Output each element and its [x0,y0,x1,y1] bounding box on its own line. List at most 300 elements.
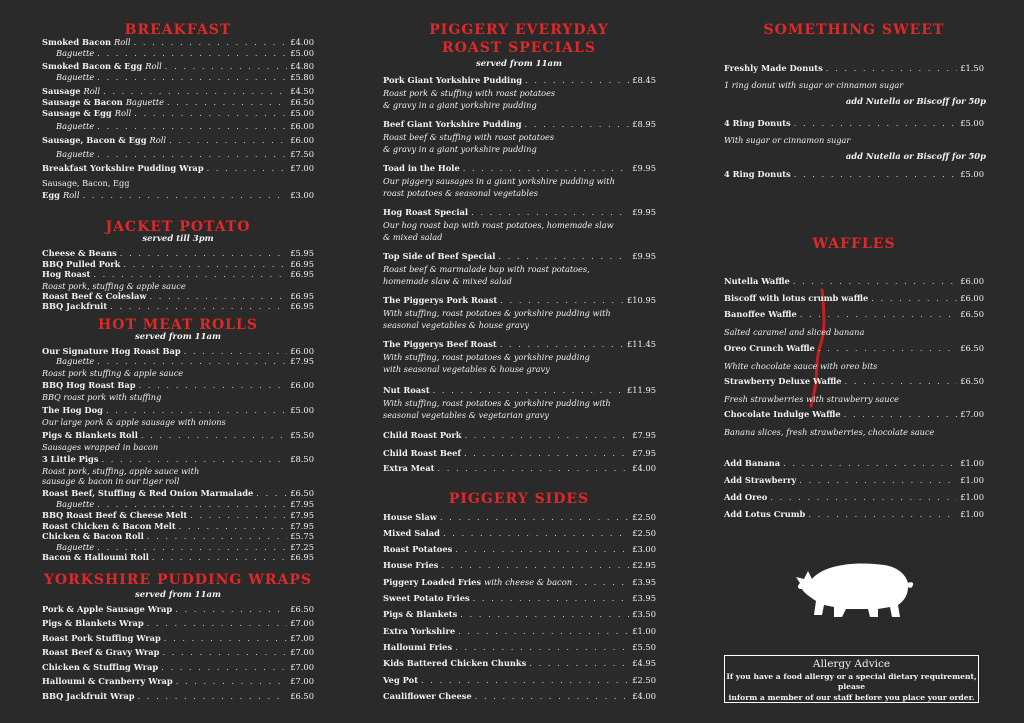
item-price: £5.95 [290,248,314,258]
item-name-text: 3 Little Pigs [42,454,99,464]
item-price: £7.95 [632,430,656,440]
item-name-text: House Fries [383,560,439,570]
item-price: £5.50 [290,430,314,440]
leader-dots [256,488,287,499]
item-name [42,301,107,312]
item-name-text: Extra Meat [383,463,435,473]
menu-item [42,647,314,658]
item-name-text: Egg [42,190,60,200]
item-name [724,63,823,74]
menu-item [42,248,314,259]
menu-item [383,642,656,653]
menu-item [383,675,656,686]
leader-dots [421,675,629,686]
item-name [383,626,455,637]
leader-dots [106,405,287,416]
item-price: £11.95 [626,385,656,395]
item-description: With stuffing, roast potatoes & yorkshire pudding with [383,398,611,408]
item-name [42,72,94,83]
item-name [42,97,164,108]
leader-dots [844,409,958,420]
menu-item [42,86,314,97]
menu-item [383,463,656,474]
item-name [42,691,135,702]
item-description: homemade slaw & mixed salad [383,276,512,286]
leader-dots [165,61,287,72]
item-price: £7.00 [290,662,314,672]
item-name-text: Roast Pork Stuffing Wrap [42,633,161,643]
item-name-text: Sweet Potato Fries [383,593,470,603]
menu-item [42,149,314,160]
item-name [42,86,100,97]
leader-dots [794,169,958,180]
item-name [724,293,868,304]
item-description: & gravy in a giant yorkshire pudding [383,144,537,154]
leader-dots [529,658,629,669]
item-name-text: Sausage [42,86,81,96]
menu-item [383,163,656,174]
breakfast-title: BREAKFAST [124,22,232,38]
item-name [42,108,131,119]
item-name [383,75,522,86]
menu-item [383,119,656,130]
menu-item [724,475,984,486]
item-variant: Roll [114,37,131,47]
item-name [42,61,162,72]
item-description: & gravy in a giant yorkshire pudding [383,100,537,110]
item-name [383,163,460,174]
item-name [42,149,94,160]
item-name [724,169,791,180]
allergy-title: Allergy Advice [812,658,891,670]
item-price: £2.50 [632,528,656,538]
item-name-text: Child Roast Pork [383,430,462,440]
allergy-advice-box [724,655,979,703]
addon-note: add Nutella or Biscoff for 50p [845,151,986,161]
leader-dots [575,577,629,588]
item-price: £8.45 [632,75,656,85]
menu-item [724,343,984,354]
item-name [42,380,136,391]
item-description: 1 ring donut with sugar or cinnamon sugar [724,80,904,90]
item-name [42,48,94,59]
item-description: Roast beef & stuffing with roast potatoes [383,132,555,142]
item-name-text: Pigs & Blankets Wrap [42,618,144,628]
leader-dots [97,72,287,83]
leader-dots [97,48,287,59]
item-variant: Baguette [56,499,95,509]
item-variant: Roll [83,86,101,96]
sweet-title: SOMETHING SWEET [763,22,945,38]
menu-item [383,512,656,523]
item-variant: with cheese & bacon [484,577,573,587]
item-description: & mixed salad [383,232,443,242]
sides-title: PIGGERY SIDES [448,491,590,507]
item-price: £6.00 [290,135,314,145]
item-name [383,295,497,306]
item-variant: Roll [114,108,132,118]
item-name [42,121,94,132]
menu-item [383,658,656,669]
item-name [724,276,790,287]
item-name-text: Add Strawberry [724,475,797,485]
menu-item [42,135,314,146]
item-name [383,207,468,218]
item-price: £6.00 [290,121,314,131]
item-variant: Baguette [56,72,95,82]
leader-dots [167,97,287,108]
item-price: £6.50 [290,691,314,701]
addon-note: add Nutella or Biscoff for 50p [845,96,986,106]
item-name [42,662,158,673]
leader-dots [441,560,629,571]
item-price: £6.50 [290,604,314,614]
item-description: Banana slices, fresh strawberries, chocolate sauce [724,427,935,437]
item-name-text: Breakfast Yorkshire Pudding Wrap [42,163,204,173]
leader-dots [207,163,288,174]
item-name-text: Biscoff with lotus crumb waffle [724,293,869,303]
leader-dots [97,149,287,160]
item-name [383,593,470,604]
item-price: £1.00 [632,626,656,636]
item-name-text: 4 Ring Donuts [724,169,791,179]
item-name-text: Pork Giant Yorkshire Pudding [383,75,523,85]
leader-dots [465,430,630,441]
item-price: £4.00 [632,463,656,473]
item-name [42,510,187,521]
item-name [42,552,149,563]
leader-dots [147,618,288,629]
item-price: £7.95 [290,499,314,509]
item-description: Roast pork stuffing & apple sauce [42,368,184,378]
leader-dots [808,509,957,520]
leader-dots [437,463,629,474]
item-price: £3.00 [632,544,656,554]
item-price: £9.95 [632,251,656,261]
item-name-text: Roast Beef & Coleslaw [42,291,147,301]
item-price: £7.00 [290,676,314,686]
item-name-text: Bacon & Halloumi Roll [42,552,149,562]
leader-dots [500,339,624,350]
item-description: Fresh strawberries with strawberry sauce [724,394,900,404]
leader-dots [97,499,287,510]
item-name-text: Pigs & Blankets [383,609,458,619]
menu-item [42,356,314,367]
item-price: £4.95 [632,658,656,668]
leader-dots [164,633,287,644]
leader-dots [800,309,958,320]
leader-dots [93,269,287,280]
jacket-subtitle: served till 3pm [142,234,214,244]
item-name-text: Toad in the Hole [383,163,460,173]
menu-item [724,293,984,304]
item-price: £2.50 [632,512,656,522]
menu-item [42,163,314,174]
menu-item [42,676,314,687]
item-variant: Baguette [125,97,164,107]
menu-item [724,63,984,74]
item-name-text: Chicken & Stuffing Wrap [42,662,159,672]
item-variant: Roll [62,190,80,200]
item-price: £7.00 [290,633,314,643]
item-name [383,691,472,702]
menu-item [42,121,314,132]
roast-title-line2: ROAST SPECIALS [442,40,596,56]
menu-item [42,380,314,391]
item-description: Our hog roast bap with roast potatoes, homemade slaw [383,220,614,230]
item-name [383,463,434,474]
item-name-text: Add Oreo [724,492,768,502]
item-price: £5.00 [960,118,984,128]
item-name [724,309,797,320]
item-name [42,604,172,615]
menu-item [383,75,656,86]
item-name [42,190,80,201]
item-price: £6.50 [960,343,984,353]
menu-item [724,169,984,180]
item-price: £5.00 [290,48,314,58]
item-price: £1.00 [960,509,984,519]
item-price: £4.50 [290,86,314,96]
menu-item [724,458,984,469]
item-price: £7.50 [290,149,314,159]
item-name-text: Piggery Loaded Fries [383,577,482,587]
item-name-text: Nutella Waffle [724,276,790,286]
item-name [383,577,572,588]
item-price: £4.00 [290,37,314,47]
leader-dots [443,528,629,539]
leader-dots [141,430,287,441]
leader-dots [458,626,629,637]
menu-item [383,339,656,350]
item-price: £5.50 [632,642,656,652]
leader-dots [102,454,288,465]
item-name-text: The Piggerys Beef Roast [383,339,497,349]
item-name [42,531,144,542]
item-price: £6.95 [290,259,314,269]
wraps-subtitle: served from 11am [134,590,221,600]
leader-dots [799,475,957,486]
item-description: With sugar or cinnamon sugar [724,135,851,145]
leader-dots [176,676,288,687]
item-name [42,405,103,416]
leader-dots [794,118,958,129]
item-name [42,633,161,644]
menu-item [383,626,656,637]
roast-title-line1: PIGGERY EVERYDAY [429,22,609,38]
item-name [383,119,522,130]
item-name [42,135,166,146]
item-name-text: Smoked Bacon & Egg [42,61,143,71]
item-price: £8.95 [632,119,656,129]
menu-item [42,301,314,312]
item-variant: Roll [149,135,167,145]
menu-item [42,488,314,499]
item-name [42,676,173,687]
leader-dots [460,609,629,620]
item-description: sausage & bacon in our tiger roll [42,476,180,486]
menu-item [42,72,314,83]
item-name-text: The Piggerys Pork Roast [383,295,498,305]
leader-dots [440,512,629,523]
menu-item [383,448,656,459]
leader-dots [455,544,629,555]
pig-icon [794,553,916,619]
leader-dots [161,662,287,673]
item-name-text: Roast Beef & Gravy Wrap [42,647,160,657]
menu-item [724,376,984,387]
item-price: £5.80 [290,72,314,82]
menu-item [724,309,984,320]
item-name [383,658,526,669]
leader-dots [525,119,630,130]
item-description: with seasonal vegetables & house gravy [383,364,550,374]
menu-item [383,207,656,218]
item-name-text: Strawberry Deluxe Waffle [724,376,842,386]
item-name [42,269,90,280]
menu-item [383,544,656,555]
menu-item [383,528,656,539]
item-name-text: Freshly Made Donuts [724,63,823,73]
item-description: Our piggery sausages in a giant yorkshire pudding with [383,176,615,186]
item-name-text: Smoked Bacon [42,37,112,47]
leader-dots [139,380,288,391]
item-name-text: Hog Roast [42,269,91,279]
allergy-line-1: If you have a food allergy or a special dietary requirement, please [726,672,977,691]
item-name-text: Sausage & Bacon [42,97,123,107]
item-name [383,560,438,571]
wraps-title: YORKSHIRE PUDDING WRAPS [43,572,313,588]
item-price: £4.00 [632,691,656,701]
item-name [42,356,94,367]
menu-item [383,577,656,588]
item-name-text: Nut Roast [383,385,430,395]
menu-item [42,691,314,702]
item-name [42,618,144,629]
leader-dots [162,647,287,658]
item-price: £9.95 [632,207,656,217]
menu-item [42,269,314,280]
menu-item [42,405,314,416]
leader-dots [97,121,287,132]
leader-dots [525,75,629,86]
item-name [724,376,842,387]
item-price: £1.00 [960,492,984,502]
menu-item [42,37,314,48]
item-description: Roast beef & marmalade bap with roast potatoes, [383,264,590,274]
item-variant: Baguette [56,48,95,58]
item-name-text: Mixed Salad [383,528,440,538]
leader-dots [433,385,624,396]
menu-item [42,190,314,201]
item-price: £7.95 [290,510,314,520]
menu-item [42,48,314,59]
menu-item [383,385,656,396]
item-name [42,248,117,259]
item-price: £1.00 [960,458,984,468]
item-price: £7.95 [632,448,656,458]
item-name [42,163,204,174]
item-description: Salted caramel and sliced banana [724,327,865,337]
menu-item [42,454,314,465]
item-price: £6.95 [290,301,314,311]
item-name-text: Our Signature Hog Roast Bap [42,346,181,356]
item-name [383,675,418,686]
item-name [724,509,805,520]
menu-item [383,295,656,306]
item-name-text: Sausage & Egg [42,108,112,118]
item-description: With stuffing, roast potatoes & yorkshire pudding with [383,308,611,318]
item-name [724,118,791,129]
menu-item [383,609,656,620]
item-name-text: Roast Potatoes [383,544,453,554]
item-price: £6.00 [960,276,984,286]
leader-dots [83,190,288,201]
leader-dots [826,63,957,74]
menu-item [383,691,656,702]
item-name [383,642,452,653]
item-name-text: Kids Battered Chicken Chunks [383,658,527,668]
item-price: £8.50 [290,454,314,464]
item-price: £6.50 [290,488,314,498]
leader-dots [500,295,624,306]
item-price: £10.95 [626,295,656,305]
item-price: £7.00 [960,409,984,419]
item-price: £7.25 [290,542,314,552]
menu-item [383,430,656,441]
allergy-line-2: inform a member of our staff before you place your order. [728,693,975,702]
item-name [383,251,495,262]
menu-item [383,560,656,571]
item-price: £6.95 [290,291,314,301]
item-price: £6.00 [290,346,314,356]
roast-subtitle: served from 11am [475,59,562,69]
item-price: £2.95 [632,560,656,570]
item-price: £4.80 [290,61,314,71]
leader-dots [169,135,287,146]
leader-dots [871,293,957,304]
hot-meat-subtitle: served from 11am [134,332,221,342]
menu-item [42,633,314,644]
item-name-text: BBQ Roast Beef & Cheese Melt [42,510,188,520]
item-price: £6.50 [290,97,314,107]
item-variant: Baguette [56,149,95,159]
menu-item [724,409,984,420]
item-name-text: BBQ Jackfruit [42,301,108,311]
leader-dots [134,108,287,119]
leader-dots [455,642,629,653]
item-name [383,512,437,523]
item-name-text: Sausage, Bacon & Egg [42,135,147,145]
item-price: £6.95 [290,269,314,279]
item-price: £5.00 [290,108,314,118]
item-name [383,528,440,539]
menu-item [42,618,314,629]
menu-item [42,510,314,521]
item-name [42,647,159,658]
menu-item [42,108,314,119]
item-name-text: Veg Pot [383,675,419,685]
item-name [383,448,461,459]
item-name-text: Oreo Crunch Waffle [724,343,815,353]
leader-dots [845,376,958,387]
item-name-text: Pork & Apple Sausage Wrap [42,604,173,614]
item-name-text: Banoffee Waffle [724,309,797,319]
item-name-text: Chocolate Indulge Waffle [724,409,841,419]
item-price: £5.00 [290,405,314,415]
item-price: £6.00 [290,380,314,390]
item-name-text: Cauliflower Cheese [383,691,472,701]
